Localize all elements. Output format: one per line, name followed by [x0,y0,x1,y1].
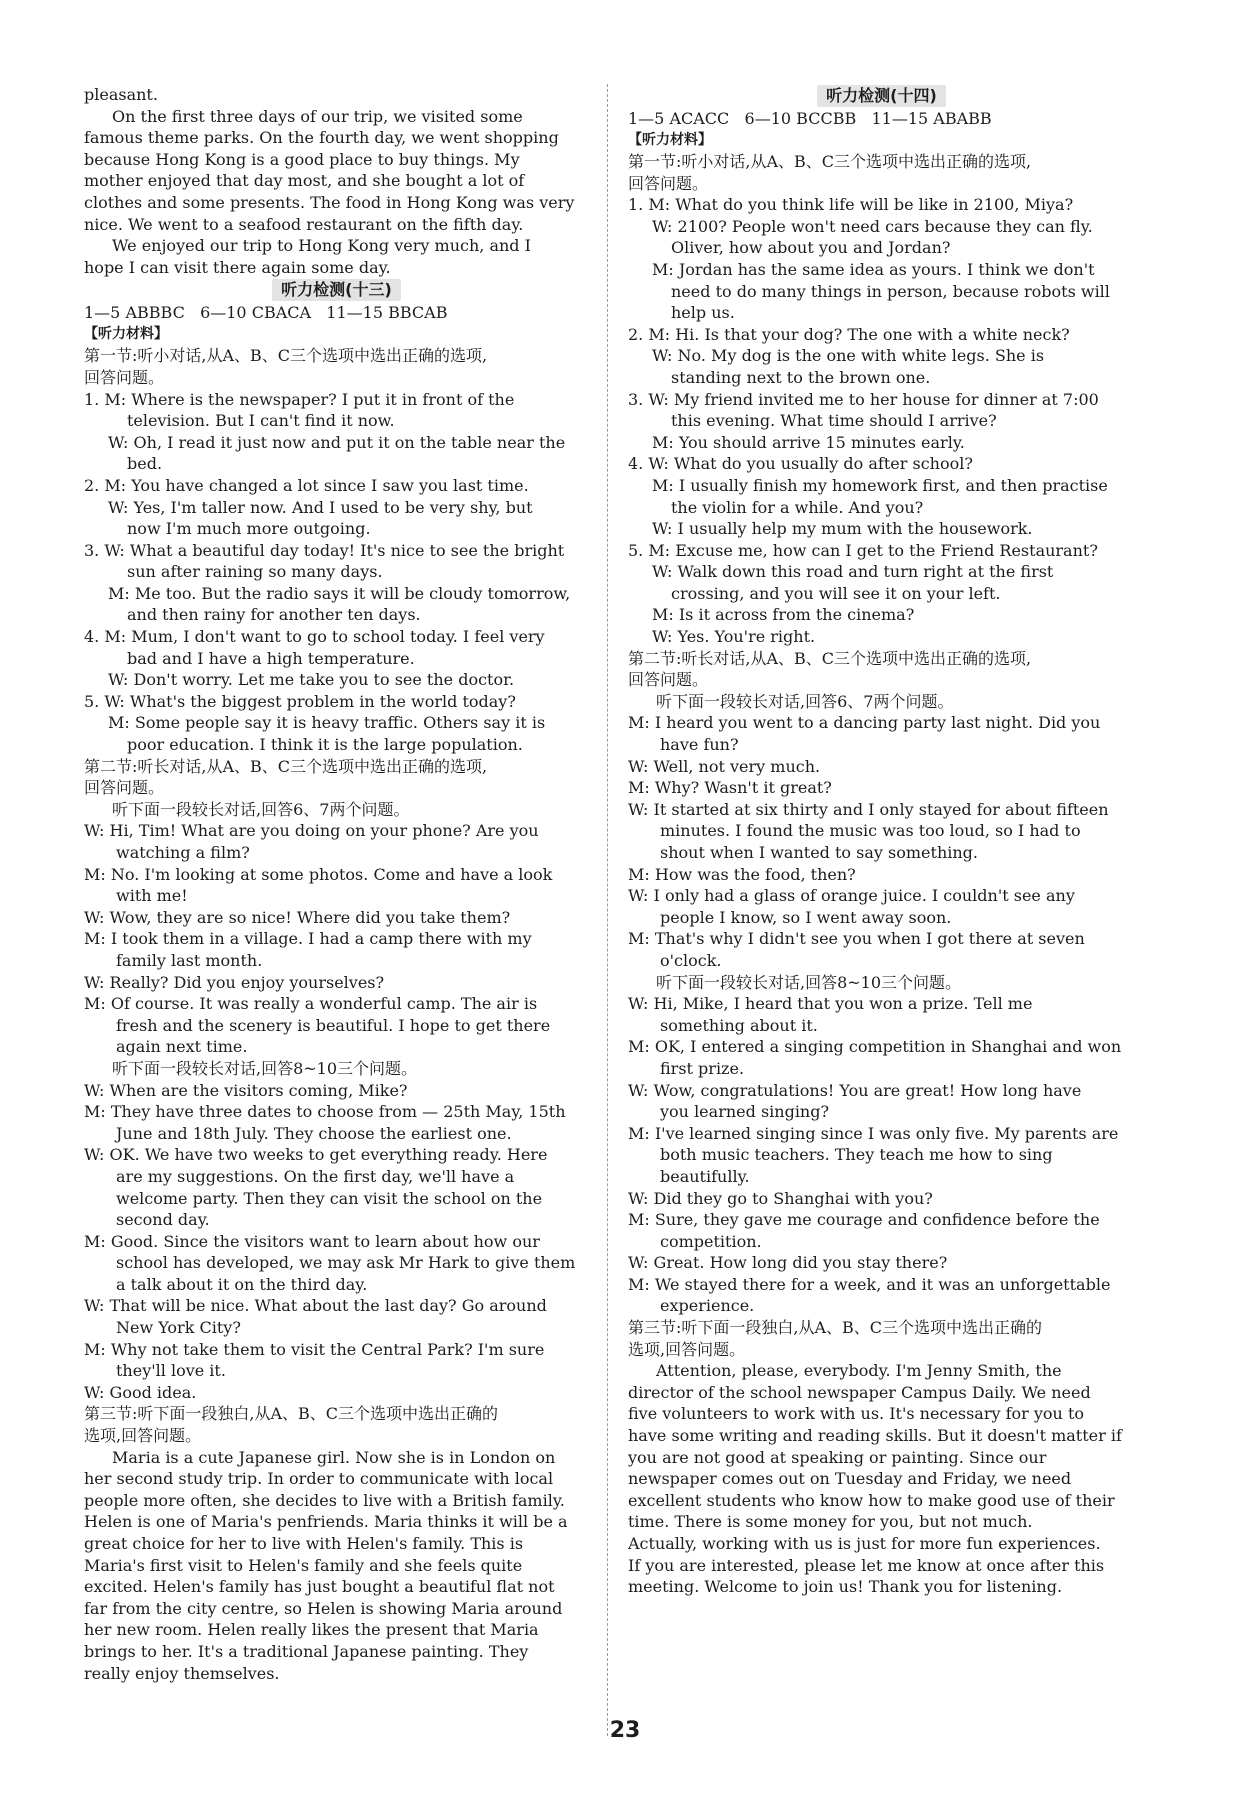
text-line: help us. [671,303,735,323]
text-line: W: Wow, congratulations! You are great! How long have [628,1080,1082,1100]
text-line: M: Good. Since the visitors want to learn about how our [84,1231,540,1251]
text-line: 选项,回答问题。 [628,1339,746,1359]
text-line: 1. M: Where is the newspaper? I put it in front of the [84,389,515,409]
text-line: We enjoyed our trip to Hong Kong very much, and I [112,236,531,256]
text-line: nice. We went to a seafood restaurant on the fifth day. [84,214,524,234]
text-line: 第一节:听小对话,从A、B、C三个选项中选出正确的选项, [84,346,488,366]
material-label-14: 【听力材料】 [628,132,712,148]
text-line: brings to her. It's a traditional Japanese painting. They [84,1641,529,1661]
listening-script-13 [84,345,589,1684]
right-column [628,84,1135,1598]
text-line: Maria is a cute Japanese girl. Now she is in London on [112,1447,556,1467]
text-line: and then rainy for another ten days. [127,605,421,625]
text-line: M: You should arrive 15 minutes early. [652,432,965,452]
left-column [84,84,589,1684]
text-line: you learned singing? [660,1102,830,1122]
text-line: 2. M: Hi. Is that your dog? The one with a white neck? [628,324,1070,344]
text-line: 5. W: What's the biggest problem in the world today? [84,691,516,711]
text-line: 第一节:听小对话,从A、B、C三个选项中选出正确的选项, [628,152,1032,171]
text-line: If you are interested, please let me know at once after this [628,1555,1105,1575]
text-line: M: I usually finish my homework first, and then practise [652,475,1108,495]
text-line: excellent students who know how to make good use of their [628,1490,1115,1510]
text-line: W: Well, not very much. [628,756,821,776]
text-line: 回答问题。 [628,670,709,690]
text-line: bed. [127,454,163,474]
text-line: 回答问题。 [84,367,165,387]
text-line: shout when I wanted to say something. [660,843,978,862]
text-line: both music teachers. They teach me how to sing [660,1145,1053,1165]
text-line: fresh and the scenery is beautiful. I hope to get there [116,1015,551,1035]
text-line: M: I've learned singing since I was only five. My parents are [628,1123,1119,1143]
text-line: W: I only had a glass of orange juice. I couldn't see any [628,886,1075,906]
text-line: director of the school newspaper Campus Daily. We need [628,1382,1091,1402]
text-line: o'clock. [660,950,722,970]
text-line: 第二节:听长对话,从A、B、C三个选项中选出正确的选项, [628,648,1032,668]
text-line: welcome party. Then they can visit the school on the [116,1188,543,1208]
section-heading-13: 听力检测(十三) [84,279,589,301]
text-line: M: OK, I entered a singing competition in Shanghai and won [628,1037,1122,1057]
text-line: meeting. Welcome to join us! Thank you for listening. [628,1577,1063,1597]
text-line: M: No. I'm looking at some photos. Come and have a look [84,864,553,884]
text-line: M: I heard you went to a dancing party last night. Did you [628,713,1101,733]
text-line: W: Hi, Mike, I heard that you won a prize. Tell me [628,994,1033,1014]
text-line: 1. M: What do you think life will be like in 2100, Miya? [628,195,1074,215]
text-line: are my suggestions. On the first day, we'll have a [116,1166,515,1186]
text-line: hope I can visit there again some day. [84,257,391,277]
text-line: family last month. [116,950,263,970]
passage-continuation [84,84,589,278]
text-line: they'll love it. [116,1361,226,1381]
text-line: 第二节:听长对话,从A、B、C三个选项中选出正确的选项, [84,756,488,776]
text-line: excited. Helen's family has just bought a beautiful flat not [84,1577,555,1597]
text-line: you are not good at speaking or painting. Since our [628,1447,1047,1467]
text-line: W: Good idea. [84,1382,197,1402]
text-line: her second study trip. In order to communicate with local [84,1469,554,1489]
text-line: minutes. I found the music was too loud, so I had to [660,821,1081,841]
text-line: M: Sure, they gave me courage and confidence before the [628,1210,1100,1230]
text-line: 听下面一段较长对话,回答8~10三个问题。 [656,972,962,992]
text-line: people I know, so I went away soon. [660,907,952,927]
text-line: five volunteers to work with us. It's necessary for you to [628,1404,1084,1424]
text-line: beautifully. [660,1166,750,1186]
text-line: 3. W: What a beautiful day today! It's nice to see the bright [84,540,565,560]
listening-script-14 [628,151,1135,1598]
text-line: again next time. [116,1037,248,1057]
text-line: M: Why? Wasn't it great? [628,778,832,798]
text-line: a talk about it on the third day. [116,1274,368,1294]
text-line: 3. W: My friend invited me to her house for dinner at 7:00 [628,389,1099,409]
text-line: time. There is some money for you, but not much. [628,1512,1033,1532]
text-line: experience. [660,1296,755,1316]
text-line: clothes and some presents. The food in Hong Kong was very [84,192,575,212]
answer-key-14: 1—5 ACACC 6—10 BCCBB 11—15 ABABB [628,109,992,128]
text-line: 4. M: Mum, I don't want to go to school today. I feel very [84,627,545,647]
material-label-13: 【听力材料】 [84,326,168,343]
text-line: 听下面一段较长对话,回答6、7两个问题。 [112,799,410,819]
text-line: poor education. I think it is the large population. [127,735,523,755]
text-line: W: Walk down this road and turn right at the first [652,562,1054,582]
text-line: M: Some people say it is heavy traffic. Others say it is [108,713,546,733]
text-line: first prize. [660,1058,745,1078]
text-line: On the first three days of our trip, we visited some [112,106,523,126]
text-line: M: I took them in a village. I had a camp there with my [84,929,532,949]
text-line: 5. M: Excuse me, how can I get to the Friend Restaurant? [628,540,1098,560]
text-line: 回答问题。 [628,173,709,193]
text-line: W: Don't worry. Let me take you to see the doctor. [108,670,515,690]
text-line: W: Did they go to Shanghai with you? [628,1188,933,1208]
text-line: mother enjoyed that day most, and she bought a lot of [84,171,525,191]
text-line: the violin for a while. And you? [671,497,924,517]
text-line: television. But I can't find it now. [127,411,395,431]
text-line: M: That's why I didn't see you when I got there at seven [628,929,1085,949]
text-line: something about it. [660,1015,818,1035]
text-line: school has developed, we may ask Mr Hark to give them [116,1253,576,1273]
text-line: Oliver, how about you and Jordan? [671,238,951,258]
text-line: with me! [116,886,188,906]
answer-key-13: 1—5 ABBBC 6—10 CBACA 11—15 BBCAB [84,303,448,323]
text-line: 4. W: What do you usually do after school? [628,454,973,474]
text-line: have some writing and reading skills. But it doesn't matter if [628,1426,1122,1446]
text-line: W: I usually help my mum with the housework. [652,519,1033,539]
text-line: W: It started at six thirty and I only stayed for about fifteen [628,799,1109,819]
text-line: M: They have three dates to choose from — 25th May, 15th [84,1102,566,1122]
text-line: newspaper comes out on Tuesday and Friday, we need [628,1469,1072,1489]
text-line: this evening. What time should I arrive? [671,411,997,431]
text-line: W: Hi, Tim! What are you doing on your phone? Are you [84,821,539,841]
text-line: 回答问题。 [84,778,165,798]
text-line: W: OK. We have two weeks to get everything ready. Here [84,1145,548,1165]
column-divider [607,84,608,1736]
text-line: W: No. My dog is the one with white legs. She is [652,346,1045,366]
text-line: W: Oh, I read it just now and put it on the table near the [108,432,566,452]
text-line: famous theme parks. On the fourth day, we went shopping [84,128,559,148]
text-line: standing next to the brown one. [671,367,931,387]
text-line: bad and I have a high temperature. [127,648,415,668]
text-line: 2. M: You have changed a lot since I saw you last time. [84,475,529,495]
text-line: now I'm much more outgoing. [127,519,371,539]
text-line: M: Of course. It was really a wonderful camp. The air is [84,994,538,1014]
text-line: competition. [660,1231,762,1251]
text-line: M: How was the food, then? [628,864,856,884]
text-line: watching a film? [116,843,250,862]
text-line: W: Wow, they are so nice! Where did you take them? [84,907,511,927]
text-line: crossing, and you will see it on your left. [671,583,1001,603]
text-line: W: Really? Did you enjoy yourselves? [84,972,385,992]
text-line: second day. [116,1210,210,1230]
text-line: have fun? [660,735,739,755]
text-line: 第三节:听下面一段独白,从A、B、C三个选项中选出正确的 [84,1404,499,1424]
text-line: Helen is one of Maria's penfriends. Maria thinks it will be a [84,1512,568,1532]
text-line: W: 2100? People won't need cars because they can fly. [652,216,1093,236]
text-line: 听下面一段较长对话,回答8~10三个问题。 [112,1058,418,1078]
text-line: W: Yes, I'm taller now. And I used to be very shy, but [108,497,533,517]
text-line: M: Is it across from the cinema? [652,605,915,625]
text-line: M: We stayed there for a week, and it was an unforgettable [628,1274,1111,1294]
text-line: because Hong Kong is a good place to buy things. My [84,149,520,169]
text-line: June and 18th July. They choose the earliest one. [116,1123,512,1143]
page-number: 23 [609,1718,641,1743]
text-line: far from the city centre, so Helen is showing Maria around [84,1598,563,1618]
text-line: need to do many things in person, because robots will [671,281,1110,301]
text-line: people more often, she decides to live with a British family. [84,1490,565,1510]
text-line: W: Great. How long did you stay there? [628,1253,948,1273]
text-line: Attention, please, everybody. I'm Jenny Smith, the [656,1361,1062,1381]
text-line: M: Jordan has the same idea as yours. I think we don't [652,259,1095,279]
text-line: W: That will be nice. What about the last day? Go around [84,1296,547,1316]
text-line: 第三节:听下面一段独白,从A、B、C三个选项中选出正确的 [628,1318,1043,1338]
text-line: sun after raining so many days. [127,562,383,582]
text-line: 听下面一段较长对话,回答6、7两个问题。 [656,691,954,711]
text-line: W: When are the visitors coming, Mike? [84,1080,408,1100]
text-line: M: Why not take them to visit the Central Park? I'm sure [84,1339,545,1359]
text-line: 选项,回答问题。 [84,1426,202,1446]
text-line: Actually, working with us is just for more fun experiences. [628,1534,1101,1553]
text-line: M: Me too. But the radio says it will be cloudy tomorrow, [108,583,571,603]
text-line: pleasant. [84,85,158,104]
text-line: W: Yes. You're right. [652,627,816,647]
text-line: Maria's first visit to Helen's family and she feels quite [84,1555,523,1575]
section-heading-14: 听力检测(十四) [628,85,1135,107]
text-line: really enjoy themselves. [84,1663,280,1683]
text-line: her new room. Helen really likes the present that Maria [84,1620,539,1640]
text-line: New York City? [116,1318,241,1338]
text-line: great choice for her to live with Helen's family. This is [84,1534,524,1553]
